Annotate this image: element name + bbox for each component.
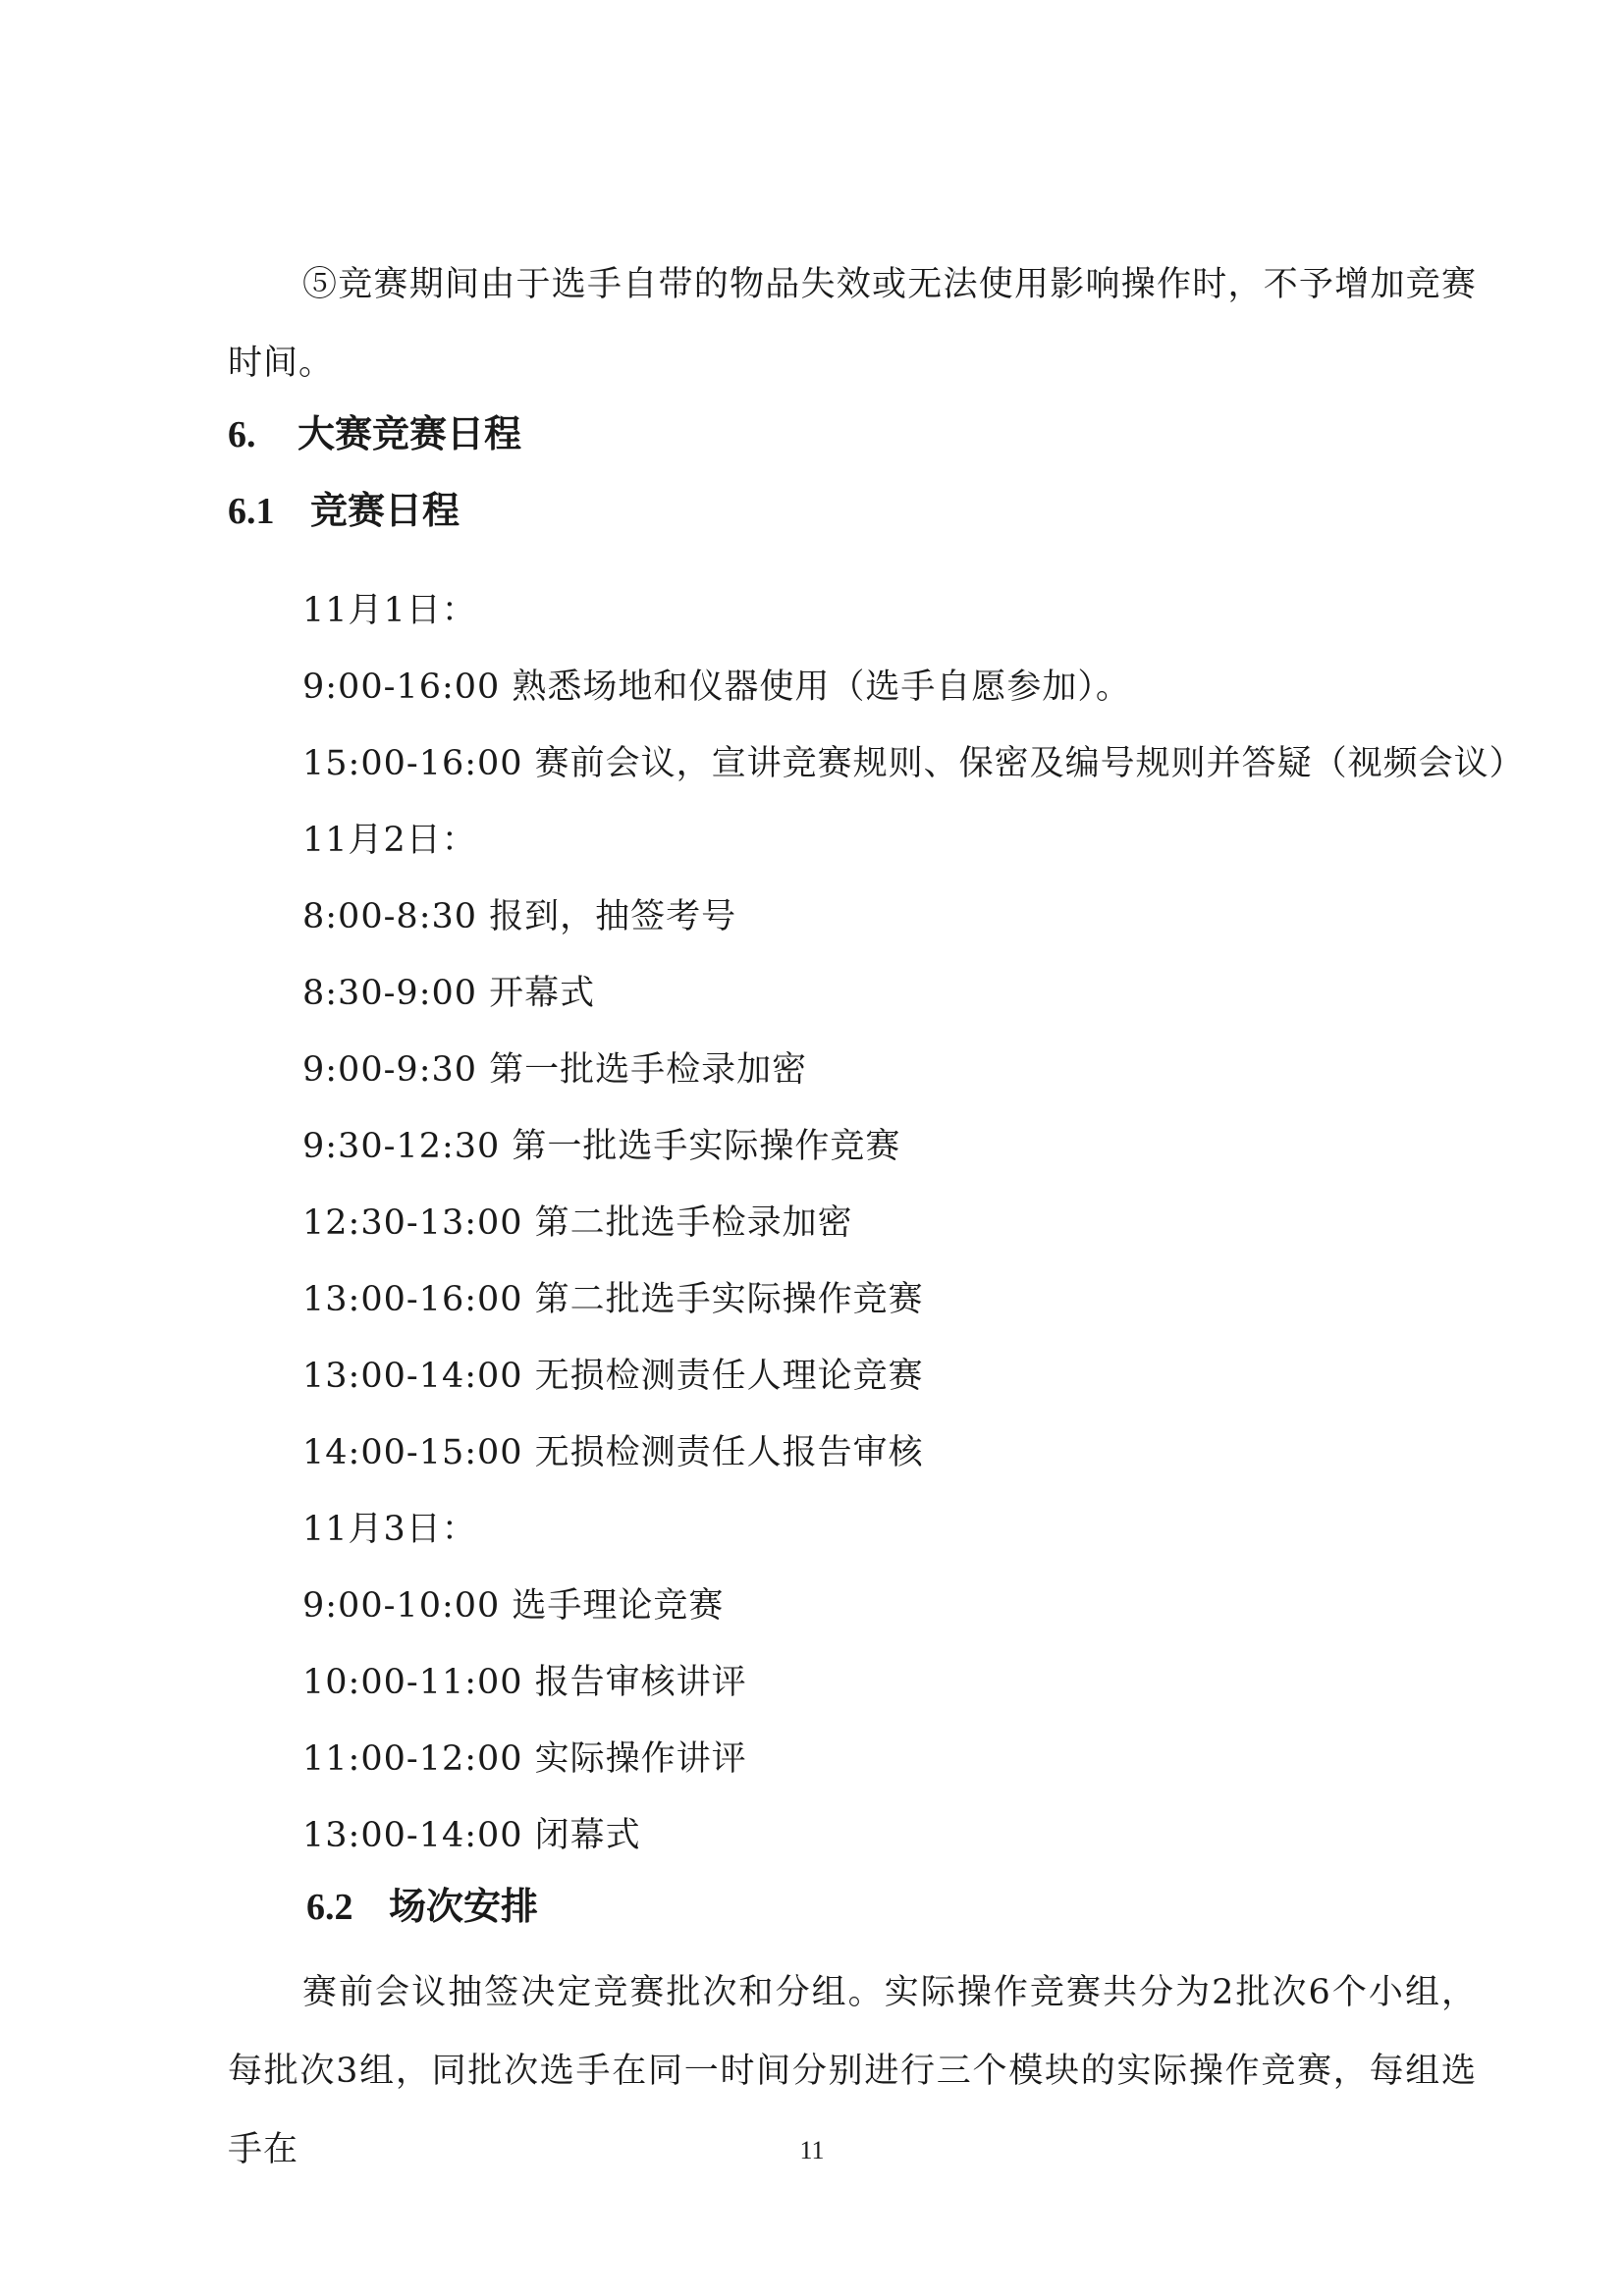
schedule-line: 15:00-16:00 赛前会议，宣讲竞赛规则、保密及编号规则并答疑（视频会议）: [302, 744, 1525, 783]
schedule-line: 9:30-12:30 第一批选手实际操作竞赛: [302, 1127, 901, 1166]
section-6-1-title: 竞赛日程: [309, 489, 460, 532]
schedule-line: 11月3日：: [302, 1510, 477, 1549]
section-6-1-heading: [228, 487, 460, 535]
schedule-line: 10:00-11:00 报告审核讲评: [302, 1663, 747, 1702]
schedule-line: 8:00-8:30 报到，抽签考号: [302, 897, 737, 936]
page-number: 11: [799, 2136, 825, 2164]
section-6-heading: [228, 410, 521, 458]
schedule-line: 8:30-9:00 开幕式: [302, 974, 596, 1013]
schedule-line: 14:00-15:00 无损检测责任人报告审核: [302, 1433, 924, 1472]
schedule-line: 9:00-10:00 选手理论竞赛: [302, 1586, 725, 1626]
closing-paragraph: 赛前会议抽签决定竞赛批次和分组。实际操作竞赛共分为2批次6个小组，每批次3组，同批次选手在同一时间分别进行三个模块的实际操作竞赛，每组选手在: [228, 1973, 1477, 2169]
section-6-2-title: 场次安排: [388, 1885, 538, 1928]
schedule-line: 11月1日：: [302, 591, 477, 630]
schedule-line: 11月2日：: [302, 821, 477, 860]
schedule-line: 13:00-14:00 无损检测责任人理论竞赛: [302, 1357, 924, 1396]
intro-paragraph: ⑤竞赛期间由于选手自带的物品失效或无法使用影响操作时，不予增加竞赛时间。: [228, 265, 1477, 383]
section-6-2-heading: [306, 1883, 538, 1931]
schedule-line: 13:00-14:00 闭幕式: [302, 1816, 641, 1855]
schedule-line: 11:00-12:00 实际操作讲评: [302, 1739, 747, 1779]
schedule-line: 12:30-13:00 第二批选手检录加密: [302, 1203, 853, 1243]
schedule-line: 9:00-9:30 第一批选手检录加密: [302, 1050, 808, 1090]
schedule-line: 9:00-16:00 熟悉场地和仪器使用（选手自愿参加）。: [302, 667, 1131, 707]
section-6-2-number: 6.2: [306, 1887, 353, 1928]
schedule-line: 13:00-16:00 第二批选手实际操作竞赛: [302, 1280, 924, 1319]
section-6-title: 大赛竞赛日程: [297, 412, 521, 455]
section-6-1-number: 6.1: [228, 491, 275, 532]
section-6-number: 6.: [228, 414, 256, 455]
